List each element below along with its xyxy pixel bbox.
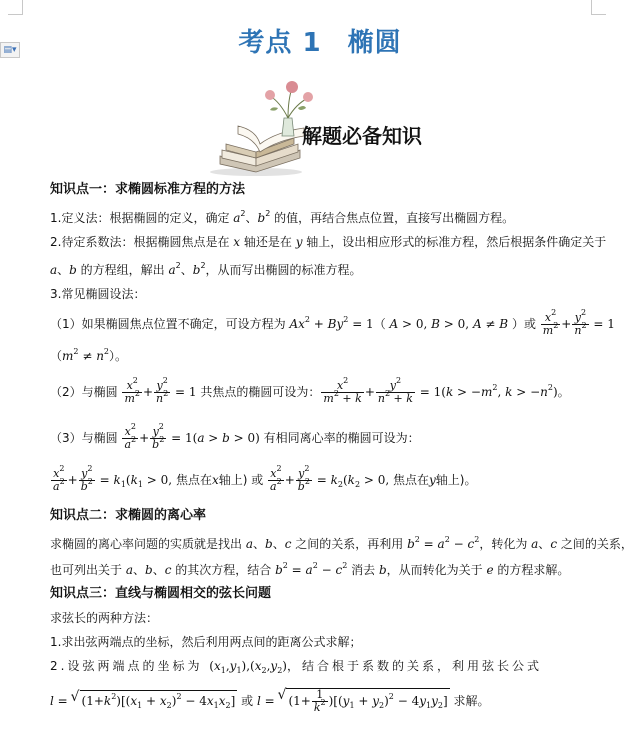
page-title [0,22,640,59]
page-corner-marker-right [591,0,606,15]
banner-label: 解题必备知识 [302,124,422,148]
section-heading-1: 知识点一：求椭圆标准方程的方法 [50,182,246,197]
item-1-cont: $(m^2 \ne n^2)$。 [50,347,128,363]
paragraph-undetermined-coefficient: 2.待定系数法：根据椭圆焦点是在 x 轴还是在 y 轴上，设出相应形式的标准方程，然后根据条件确定关于 [50,235,607,249]
paragraph-common-forms: 3.常见椭圆设法： [50,287,146,301]
paragraph-chord-methods: 求弦长的两种方法： [50,611,159,625]
section-heading-3: 知识点三：直线与椭圆相交的弦长问题 [50,586,272,601]
page-corner-marker-left [8,0,23,15]
item-2: （2）与椭圆 $\frac{x^2}{m^2}$ + $\frac{y^2}{n^2}$ = 1 共焦点的椭圆可设为： $\frac{x^2}{m^2 + k}$ + $\frac{y^2}{n^2 + k}$ = $1(k > -m^2$, $k > -n^2$)。 [50,376,570,405]
paragraph-definition-method: 1.定义法：根据椭圆的定义，确定 $a^2$、$b^2$ 的值，再结合焦点位置，直接写出椭圆方程。 [50,209,515,225]
paragraph-eccentricity-2: 也可列出关于 a、b、c 的其次方程，结合 $b^2 = a^2 - c^2$ 消去 b，从而转化为关于 e 的方程求解。 [50,561,570,577]
paragraph-chord-method-2: 2.设弦两端点的坐标为 $(x_1,y_1),(x_2,y_2)$，结合根于系数的关系，利用弦长公式 [50,659,542,675]
section-heading-2: 知识点二：求椭圆的离心率 [50,508,207,523]
item-1: （1）如果椭圆焦点位置不确定，可设方程为 $Ax^2 + By^2 = 1$（ A > 0, B > 0, A ≠ B ）或 $\frac{x^2}{m^2}$ + $\frac{y^2}{n^2}$ = 1 [50,308,615,337]
document-icon[interactable]: ▤▾ [0,42,20,58]
item-3: （3）与椭圆 $\frac{x^2}{a^2}$ + $\frac{y^2}{b^2}$ = 1(a > b > 0) 有相同离心率的椭圆可设为： [50,422,420,451]
item-3-formula: $\frac{x^2}{a^2}$ + $\frac{y^2}{b^2}$ = $k_1(k_1 > 0$, 焦点在x轴上) 或 $\frac{x^2}{a^2}$ + $\frac{y^2}{b^2}$ = $k_2(k_2 > 0$, 焦点在y轴上)。 [53,464,477,493]
paragraph-undetermined-coefficient-cont: a、b 的方程组，解出 $a^2$、$b^2$，从而写出椭圆的标准方程。 [50,261,362,277]
paragraph-eccentricity-1: 求椭圆的离心率问题的实质就是找出 a、b、c 之间的关系，再利用 $b^2 = a^2 - c^2$，转化为 a、c 之间的关系， [50,535,633,551]
title-part-2: 椭圆 [347,28,402,58]
chord-length-formula: l = √ $(1+k^2)[(x_1 + x_2)^2 - 4x_1x_2]$ 或 l = √ (1+ $\frac{1}{k^2}$ )$[(y_1 + y_2)^2 - 4y_1y_2]$ 求解。 [50,688,489,714]
title-part-1: 考点 1 [238,28,322,58]
paragraph-chord-method-1: 1.求出弦两端点的坐标，然后利用两点间的距离公式求解； [50,635,362,649]
